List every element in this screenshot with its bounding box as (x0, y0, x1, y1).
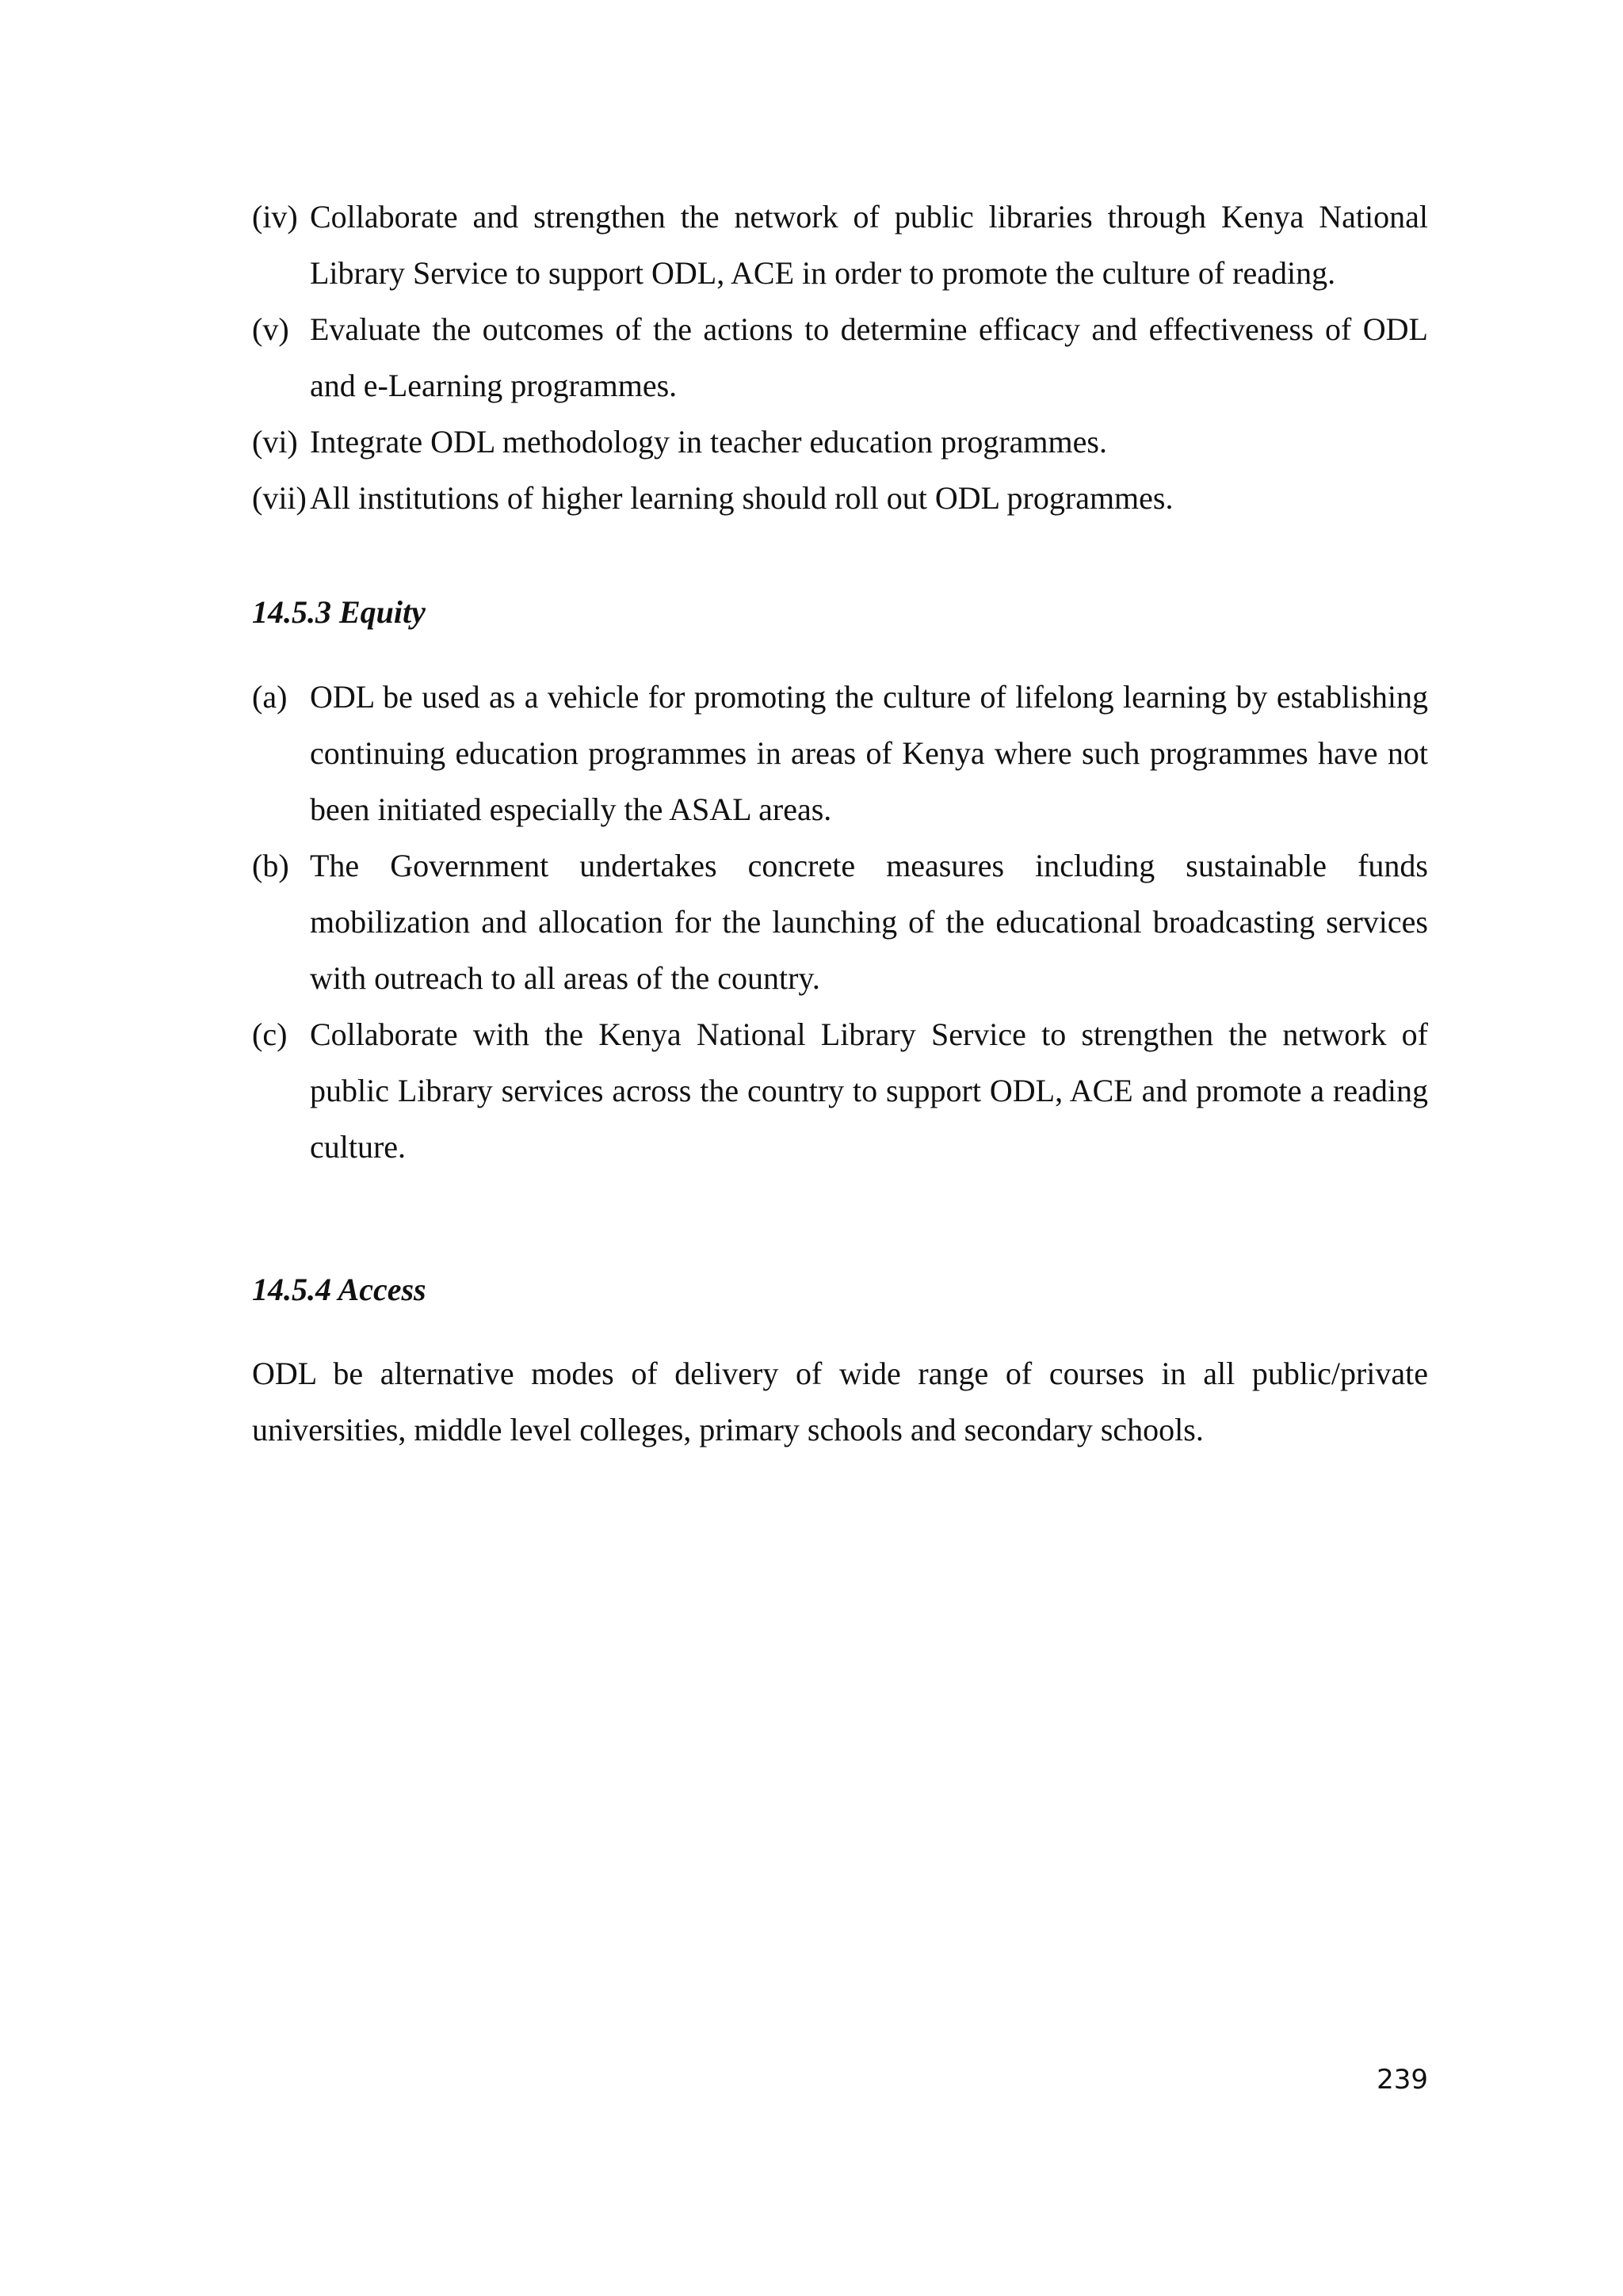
list-item-text: Evaluate the outcomes of the actions to determine efficacy and effectiveness of ODL and e-Learning programmes. (310, 311, 1428, 403)
list-item-text: Collaborate with the Kenya National Library Service to strengthen the network of public Library services across the country to support ODL, ACE and promote a reading culture. (310, 1016, 1428, 1165)
list-item-text: ODL be used as a vehicle for promoting the culture of lifelong learning by establishing continuing education programmes in areas of Kenya where such programmes have not been initiated especially the ASAL areas. (310, 679, 1428, 827)
list-item-text: All institutions of higher learning should roll out ODL programmes. (310, 480, 1174, 516)
list-item (252, 470, 1428, 526)
list-item (252, 189, 1428, 301)
page-number: 239 (1377, 2064, 1428, 2096)
list-item-text: Collaborate and strengthen the network of public libraries through Kenya National Library Service to support ODL, ACE in order to promote the culture of reading. (310, 199, 1428, 291)
list-item-text: The Government undertakes concrete measures including sustainable funds mobilization and allocation for the launching of the educational broadcasting services with outreach to all areas of the country. (310, 848, 1428, 996)
list-marker: (a) (252, 679, 288, 715)
access-paragraph: ODL be alternative modes of delivery of wide range of courses in all public/private universities, middle level colleges, primary schools and secondary schools. (252, 1356, 1428, 1447)
recommendations-list (252, 189, 1428, 526)
list-marker: (iv) (252, 199, 298, 235)
list-marker: (v) (252, 311, 289, 347)
list-item (252, 837, 1428, 1006)
list-item (252, 414, 1428, 470)
section-heading-equity: 14.5.3 Equity (252, 594, 426, 630)
list-item (252, 669, 1428, 837)
list-marker: (c) (252, 1016, 288, 1052)
list-marker: (vi) (252, 424, 298, 460)
list-marker: (b) (252, 848, 289, 883)
equity-list (252, 669, 1428, 1175)
section-heading-access: 14.5.4 Access (252, 1272, 426, 1307)
list-marker: (vii) (252, 480, 307, 516)
list-item-text: Integrate ODL methodology in teacher education programmes. (310, 424, 1107, 460)
list-item (252, 1006, 1428, 1175)
list-item (252, 301, 1428, 414)
